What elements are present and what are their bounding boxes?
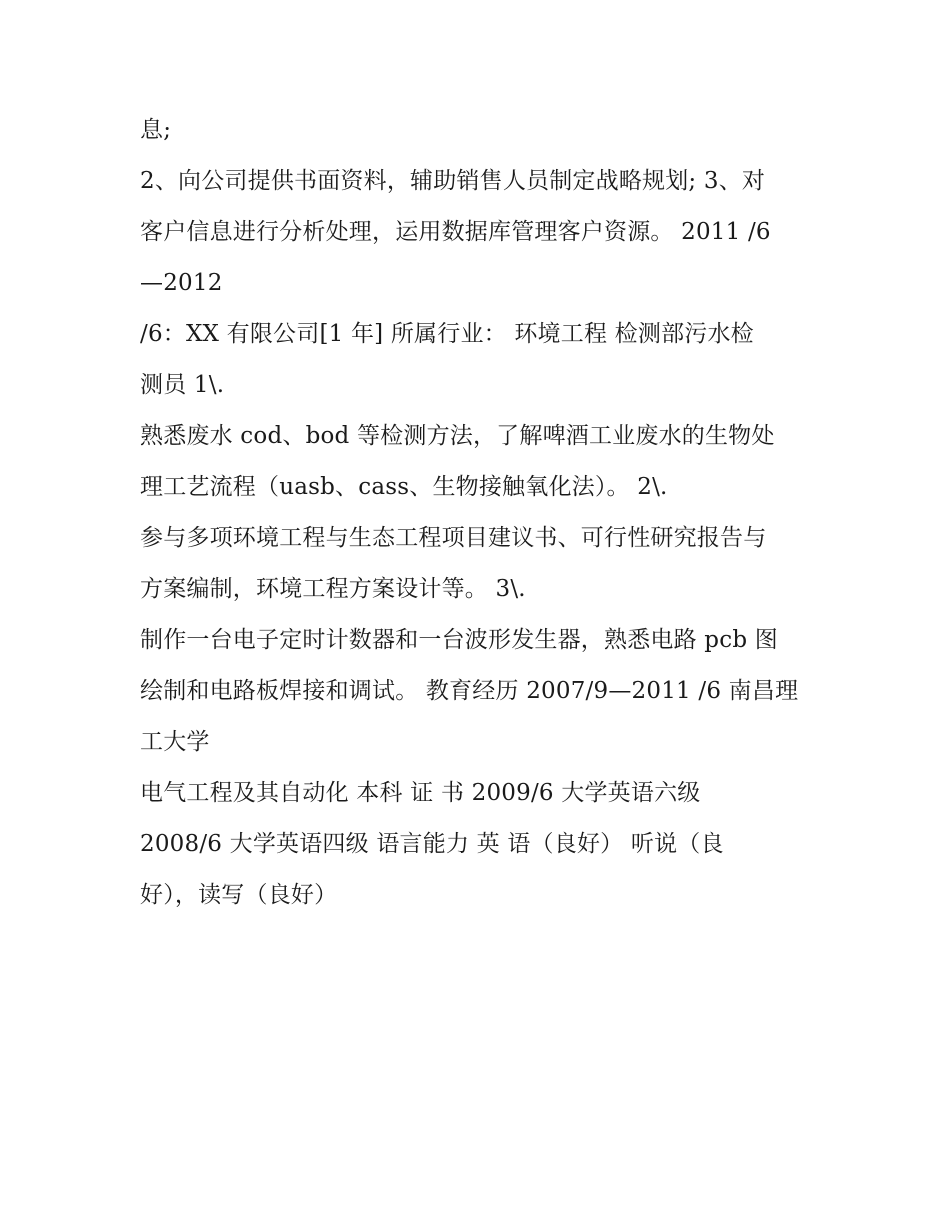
text-line: —2012 [140,270,223,296]
text-line: 绘制和电路板焊接和调试。 教育经历 2007/9—2011 /6 南昌理 [140,678,799,704]
text-line: 参与多项环境工程与生态工程项目建议书、可行性研究报告与 [140,525,767,551]
text-line: 理工艺流程（uasb、cass、生物接触氧化法）。 2\. [140,474,668,500]
text-line: 电气工程及其自动化 本科 证 书 2009/6 大学英语六级 [140,780,701,806]
text-line: /6：XX 有限公司[1 年] 所属行业： 环境工程 检测部污水检 [140,321,754,347]
text-line: 工大学 [140,729,210,755]
text-line: 2008/6 大学英语四级 语言能力 英 语（良好） 听说（良 [140,831,724,857]
text-line: 制作一台电子定时计数器和一台波形发生器，熟悉电路 pcb 图 [140,627,778,653]
text-line: 熟悉废水 cod、bod 等检测方法，了解啤酒工业废水的生物处 [140,423,775,449]
text-line: 息; [140,117,172,143]
body-text [140,105,830,921]
text-line: 测员 1\. [140,372,225,398]
text-line: 2、向公司提供书面资料，辅助销售人员制定战略规划; 3、对 [140,168,766,194]
text-line: 方案编制，环境工程方案设计等。 3\. [140,576,526,602]
text-line: 好），读写（良好） [140,882,338,908]
text-line: 客户信息进行分析处理，运用数据库管理客户资源。 2011 /6 [140,219,771,245]
